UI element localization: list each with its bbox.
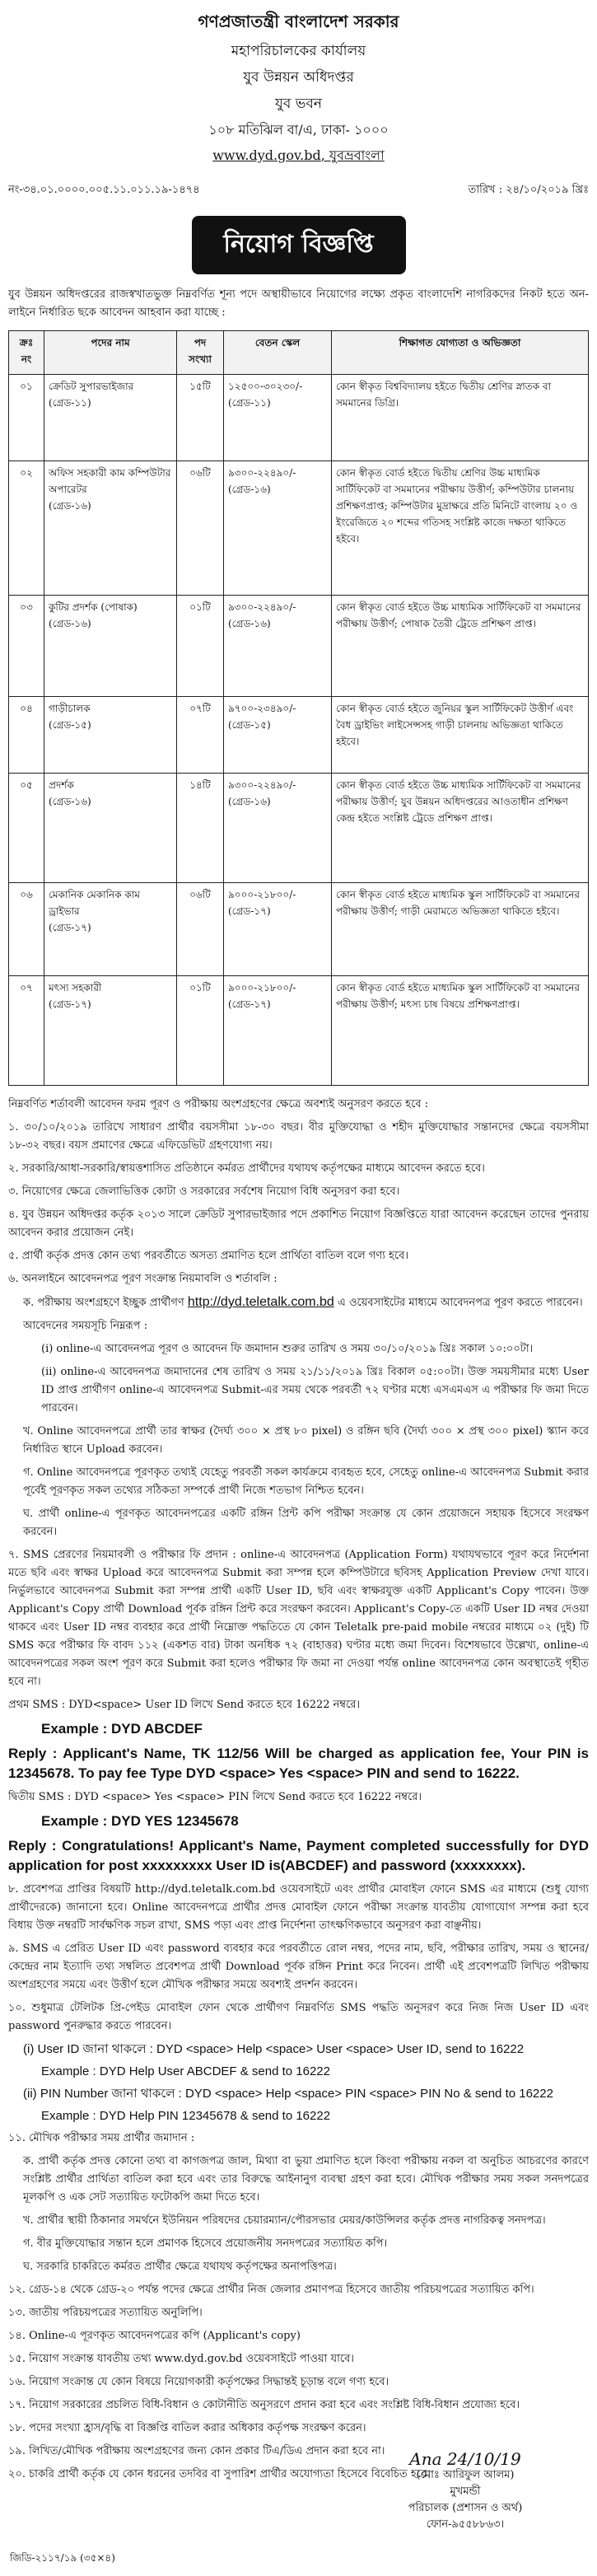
condition-17: ১৭. নিয়োগ সরকারের প্রচলিত বিধি-বিধান ও কোটানীতি অনুসরণে প্রদান করা হবে এবং সংশ্লিষ্ট বিধি-বিধান প্রযোজ্য হবে। xyxy=(8,2399,520,2411)
recover-pin: (ii) PIN Number জানা থাকলে : DYD <space> Help <space> PIN <space> PIN No & send to 16222 xyxy=(23,2087,553,2101)
serial: ০১ xyxy=(9,375,44,461)
condition-13: ১৩. জাতীয় পরিচয়পত্রের সত্যায়িত অনুলিপি। xyxy=(8,2307,203,2319)
condition-14: ১৪. Online-এ পূরণকৃত আবেদনপত্রের কপি (Applicant's copy) xyxy=(8,2330,301,2342)
footer-code: জিডি-২১১৭/১৯ (৩৫×৪) xyxy=(10,2552,115,2564)
signatory-phone: ফোন-৯৫৫৮৮৬৩। xyxy=(426,2518,505,2531)
sms-second: দ্বিতীয় SMS : DYD <space> Yes <space> PIN লিখে Send করতে হবে 16222 নম্বরে। xyxy=(8,1791,422,1803)
table-row xyxy=(9,774,589,883)
pay-grade: (গ্রেড-১৭) xyxy=(228,905,271,917)
pay-range: ৯৩০০-২২৪৯০/- xyxy=(228,779,296,791)
table-row xyxy=(9,375,589,461)
post-name xyxy=(44,375,177,461)
pay-scale xyxy=(224,596,332,697)
sms-first-example: Example : DYD ABCDEF xyxy=(41,1721,203,1737)
condition-2: ২. সরকারি/আধা-সরকারি/স্বায়ত্তশাসিত প্রতিষ্ঠানে কর্মরত প্রার্থীদের যথাযথ কর্তৃপক্ষের মাধ্যমে আবেদন করতে হবে। xyxy=(8,1162,485,1175)
pay-range: ১২৫০০-৩০২৩০/- xyxy=(228,381,303,392)
department-name: যুব উন্নয়ন অধিদপ্তর xyxy=(243,69,354,86)
condition-19: ১৯. লিখিত/মৌখিক পরীক্ষায় অংশগ্রহণের জন্য কোন প্রকার টিএ/ডিএ প্রদান করা হবে না। xyxy=(8,2445,385,2457)
post-name xyxy=(44,461,177,596)
post-grade: (গ্রেড-১৭) xyxy=(49,998,91,1010)
post-title: মেকানিক মেকানিক কাম ড্রাইভার xyxy=(49,889,140,917)
condition-6b-2: (ii) online-এ আবেদনপত্র জমাদানের শেষ তারিখ ও সময় ২১/১১/২০১৯ খ্রিঃ বিকাল ০৫:০০টা। উক্ত সময়সীমার মধ্যে User ID প্রাপ্ত প্রার্থীগণ online-এ আবেদনপত্র Submit-এর সময় থেকে পরবর্তী ৭২ ঘণ্টার মধ্যে এসএমএস এ পরীক্ষার ফি জমা দিতে পারবেন। xyxy=(41,1366,589,1414)
signatory-designation: পরিচালক (প্রশাসন ও অর্থ) xyxy=(408,2502,523,2514)
qualification: কোন স্বীকৃত বোর্ড হইতে মাধ্যমিক স্কুল সার্টিফিকেট বা সমমানের পরীক্ষায় উত্তীর্ণ; গাড়ী মেরামতে অভিজ্ঞতা থাকিতে হইবে। xyxy=(332,883,589,976)
reference-line xyxy=(8,182,589,199)
post-title: প্রদর্শক xyxy=(49,779,74,791)
condition-11d: ঘ. সরকারি চাকরিতে কর্মরত প্রার্থীর ক্ষেত্রে যথাযথ কর্তৃপক্ষের অনাপত্তিপত্র। xyxy=(23,2260,337,2273)
condition-6: ৬. অনলাইনে আবেদনপত্র পূরণ সংক্রান্ত নিয়মাবলি ও শর্তাবলি : xyxy=(8,1273,278,1285)
pay-range: ৯৩০০-২২৪৯০/- xyxy=(228,601,296,613)
pay-scale xyxy=(224,461,332,596)
pay-range: ৯০০০-২১৮০০/- xyxy=(228,889,296,900)
pay-scale xyxy=(224,976,332,1086)
pay-scale xyxy=(224,774,332,883)
pay-grade: (গ্রেড-১৫) xyxy=(228,719,271,731)
col-post-count: পদ সংখ্যা xyxy=(177,331,224,375)
recover-pin-example: Example : DYD Help PIN 12345678 & send to 16222 xyxy=(41,2109,331,2123)
table-row xyxy=(9,697,589,774)
post-grade: (গ্রেড-১৫) xyxy=(49,719,91,731)
serial: ০২ xyxy=(9,461,44,596)
pay-grade: (গ্রেড-১৭) xyxy=(228,998,271,1010)
condition-11a: ক. প্রার্থী কর্তৃক প্রদত্ত কোনো তথ্য বা কাগজপত্র জাল, মিথ্যা বা ভুয়া প্রমাণিত হলে কিংবা পরীক্ষায় নকল বা অনুচিত আচরণের কারণে সংশ্লিষ্ট প্রার্থীর প্রার্থিতা বাতিল করা হবে এবং তার বিরুদ্ধে আইনানুগ ব্যবস্থা গ্রহণ করা হবে। মৌখিক পরীক্ষার সময় সকল সনদপত্রের মূলকপি ও এক সেট সত্যায়িত ফটোকপি জমা দিতে হবে। xyxy=(23,2155,589,2204)
condition-6b: আবেদনের সময়সূচি নিম্নরূপ : xyxy=(23,1320,148,1332)
qualification: কোন স্বীকৃত বোর্ড হইতে উচ্চ মাধ্যমিক সার্টিফিকেট বা সমমানের পরীক্ষায় উত্তীর্ণ; যুব উন্নয়ন অধিদপ্তরের আওতাধীন প্রশিক্ষণ কেন্দ্র হইতে সংশ্লিষ্ট ট্রেডে প্রশিক্ষণ প্রাপ্ত। xyxy=(332,774,589,883)
signature-scribble: Ana 24/10/19 xyxy=(409,2449,521,2469)
post-title: কুটির প্রদর্শক (পোষাক) xyxy=(49,601,138,613)
condition-6a-text: ক. পরীক্ষায় অংশগ্রহণে ইচ্ছুক প্রার্থীগণ xyxy=(23,1297,184,1309)
post-count: ১৪টি xyxy=(177,774,224,883)
col-serial: ক্রঃ নং xyxy=(9,331,44,375)
post-count: ০৬টি xyxy=(177,883,224,976)
post-name xyxy=(44,976,177,1086)
condition-5: ৫. প্রার্থী কর্তৃক প্রদত্ত কোন তথ্য পরবর্তীতে অসত্য প্রমাণিত হলে প্রার্থিতা বাতিল বলে গণ্য হবে। xyxy=(8,1250,408,1262)
condition-6b-1: (i) online-এ আবেদনপত্র পূরণ ও আবেদন ফি জমাদান শুরুর তারিখ ও সময় ৩০/১০/২০১৯ খ্রিঃ সকাল ১০:০০টা। xyxy=(41,1343,534,1355)
condition-1: ১. ৩০/১০/২০১৯ তারিখে সাধারণ প্রার্থীর বয়সসীমা ১৮-৩০ বছর। বীর মুক্তিযোদ্ধা ও শহীদ মুক্তিযোদ্ধার সন্তানদের ক্ষেত্রে বয়সসীমা ১৮-৩২ বছর। বয়স প্রমাণের ক্ষেত্রে এফিডেভিট গ্রহণযোগ্য নয়। xyxy=(8,1121,589,1152)
pay-grade: (গ্রেড-১৬) xyxy=(228,484,271,495)
pay-grade: (গ্রেড-১৬) xyxy=(228,796,271,807)
post-name xyxy=(44,883,177,976)
pay-range: ৯৩০০-২২৪৯০/- xyxy=(228,467,296,479)
table-row xyxy=(9,596,589,697)
notice-title: নিয়োগ বিজ্ঞপ্তি xyxy=(192,216,406,274)
post-count: ১৫টি xyxy=(177,375,224,461)
post-title: ক্রেডিট সুপারভাইজার xyxy=(49,381,134,392)
recover-user-id-example: Example : DYD Help User ABCDEF & send to 16222 xyxy=(41,2064,330,2078)
post-title: গাড়ীচালক xyxy=(49,703,91,714)
recover-user-id: (i) User ID জানা থাকলে : DYD <space> Help <space> User <space> User ID, send to 16222 xyxy=(23,2042,525,2056)
post-count: ০১টি xyxy=(177,976,224,1086)
condition-8: ৮. প্রবেশপত্র প্রাপ্তির বিষয়টি http://dyd.teletalk.com.bd ওয়েবসাইটে এবং প্রার্থীর মোবাইল ফোনে SMS এর মাধ্যমে (শুধু যোগ্য প্রার্থীদেরকে) জানানো হবে। Online আবেদনপত্রে প্রার্থীর প্রদত্ত মোবাইল ফোনে পরীক্ষা সংক্রান্ত যাবতীয় যোগাযোগ সম্পন্ন করা হবে বিধায় উক্ত নম্বরটি সার্বক্ষণিক সচল রাখা, SMS পড়া এবং প্রাপ্ত নির্দেশনা তাৎক্ষণিকভাবে অনুসরণ করা বাঞ্ছনীয়। xyxy=(8,1883,589,1932)
post-name xyxy=(44,774,177,883)
post-name xyxy=(44,596,177,697)
intro-text: যুব উন্নয়ন অধিদপ্তরের রাজস্বখাতভুক্ত নিম্নবর্ণিত শূন্য পদে অস্থায়ীভাবে নিয়োগের লক্ষ্যে প্রকৃত বাংলাদেশি নাগরিকদের নিকট হতে অন-লাইনে নির্ধারিত ছকে আবেদন আহবান করা যাচ্ছে : xyxy=(8,288,589,319)
post-grade: (গ্রেড-১৬) xyxy=(49,500,91,512)
sms-first-reply: Reply : Applicant's Name, TK 112/56 Will be charged as application fee, Your PIN is 12345678. To pay fee Type DYD <space> Yes <space> PIN and send to 16222. xyxy=(8,1746,589,1781)
condition-10: ১০. শুধুমাত্র টেলিটক প্রি-পেইড মোবাইল ফোন থেকে প্রার্থীগণ নিম্নবর্ণিত SMS পদ্ধতি অনুসরণ করে নিজ নিজ User ID এবং password পুনরুদ্ধার করতে পারবেন। xyxy=(8,2002,589,2032)
website[interactable] xyxy=(8,145,589,167)
posts-table xyxy=(8,330,589,1086)
condition-16: ১৬. নিয়োগ সংক্রান্ত যে কোন বিষয়ে নিয়োগকারী কর্তৃপক্ষের সিদ্ধান্তই চূড়ান্ত বলে গণ্য হবে। xyxy=(8,2376,389,2388)
table-row xyxy=(9,883,589,976)
pay-range: ৯০০০-২১৮০০/- xyxy=(228,982,296,993)
post-count: ০১টি xyxy=(177,596,224,697)
serial: ০৪ xyxy=(9,697,44,774)
condition-6c: খ. Online আবেদনপত্রে প্রার্থী তার স্বাক্ষর (দৈর্ঘ্য ৩০০ × প্রস্থ ৮০ pixel) ও রঙ্গিন ছবি (দৈর্ঘ্য ৩০০ × প্রস্থ ৩০০ pixel) স্ক্যান করে নির্ধারিত স্থানে Upload করবেন। xyxy=(23,1425,589,1456)
pay-grade: (গ্রেড-১৬) xyxy=(228,618,271,629)
post-grade: (গ্রেড-১১) xyxy=(49,397,91,409)
pay-grade: (গ্রেড-১১) xyxy=(228,397,271,409)
table-header-row xyxy=(9,331,589,375)
memo-number: নং-৩৪.০১.০০০০.০০৫.১১.০১১.১৯-১৪৭৪ xyxy=(8,184,200,196)
office-name: মহাপরিচালকের কার্যালয় xyxy=(231,43,366,59)
sms-first: প্রথম SMS : DYD<space> User ID লিখে Send করতে হবে 16222 নম্বরে। xyxy=(8,1699,361,1711)
condition-7: ৭. SMS প্রেরণের নিয়মাবলী ও পরীক্ষার ফি প্রদান : online-এ আবেদনপত্র (Application Form) যথাযথভাবে পূরণ করে নির্দেশনা মতে ছবি এবং স্বাক্ষর Upload করে আবেদনপত্র Submit করা সম্পন্ন হলে কম্পিউটারে ছবিসহ Application Preview দেখা যাবে। নির্ভুলভাবে আবেদনপত্র Submit করা সম্পন্ন প্রার্থী একটি User ID, ছবি এবং স্বাক্ষরযুক্ত একটি Applicant's Copy পাবেন। উক্ত Applicant's Copy প্রার্থী Download পূর্বক রঙ্গিন প্রিন্ট করে সংরক্ষণ করবেন। Applicant's Copy-তে একটি User ID নম্বর দেওয়া থাকবে এবং User ID নম্বর ব্যবহার করে প্রার্থী নিম্নোক্ত পদ্ধতিতে যে কোন Teletalk pre-paid mobile নম্বরের মাধ্যমে ০২ (দুই) টি SMS করে পরীক্ষার ফি বাবদ ১১২ (একশত বার) টাকা অনধিক ৭২ (বাহাত্তর) ঘণ্টার মধ্যে জমা দিবেন। বিশেষভাবে উল্লেখ্য, online-এ আবেদনপত্রের সকল অংশ পূরণ করে Submit করা হলেও পরীক্ষার ফি জমা না দেওয়া পর্যন্ত online আবেদনপত্র কোন অবস্থাতেই গৃহীত হবে না। xyxy=(8,1549,589,1688)
teletalk-link[interactable]: http://dyd.teletalk.com.bd xyxy=(187,1295,334,1309)
conditions-intro: নিম্নবর্ণিত শর্তাবলী আবেদন ফরম পূরণ ও পরীক্ষায় অংশগ্রহণের ক্ষেত্রে অবশ্যই অনুসরণ করতে হবে : xyxy=(8,1098,429,1110)
post-grade: (গ্রেড-১৬) xyxy=(49,796,91,807)
memo-date: তারিখ : ২৪/১০/২০১৯ খ্রিঃ xyxy=(468,184,589,196)
condition-11: ১১. মৌখিক পরীক্ষার সময় প্রার্থীর জমাদান : xyxy=(8,2132,195,2144)
serial: ০৬ xyxy=(9,883,44,976)
qualification: কোন স্বীকৃত বিশ্ববিদ্যালয় হইতে দ্বিতীয় শ্রেণির স্নাতক বা সমমানের ডিগ্রি। xyxy=(332,375,589,461)
gov-name: গণপ্রজাতন্ত্রী বাংলাদেশ সরকার xyxy=(198,12,399,31)
condition-6d: গ. Online আবেদনপত্রে পূরণকৃত তথ্যই যেহেতু পরবর্তী সকল কার্যক্রমে ব্যবহৃত হবে, সেহেতু online-এ আবেদনপত্র Submit করার পূর্বেই পূরণকৃত সকল তথ্যের সঠিকতা সম্পর্কে প্রার্থী নিজে শতভাগ নিশ্চিত হবেন। xyxy=(23,1466,589,1497)
pay-scale xyxy=(224,697,332,774)
table-row xyxy=(9,461,589,596)
condition-15: ১৫. নিয়োগ সংক্রান্ত যাবতীয় তথ্য www.dyd.gov.bd ওয়েবসাইটে পাওয়া যাবে। xyxy=(8,2353,354,2365)
serial: ০৫ xyxy=(9,774,44,883)
condition-6a xyxy=(8,1293,589,1312)
condition-12: ১২. গ্রেড-১৪ থেকে গ্রেড-২০ পর্যন্ত পদের ক্ষেত্রে প্রার্থীর নিজ জেলার প্রমাণপত্র হিসেবে জাতীয় পরিচয়পত্রের সত্যায়িত কপি। xyxy=(8,2284,534,2296)
condition-20: ২০. চাকরি প্রার্থী কর্তৃক যে কোন ধরনের তদবির বা সুপারিশ প্রার্থীর অযোগ্যতা হিসেবে বিবেচিত হবে। xyxy=(8,2468,431,2480)
website-link[interactable]: www.dyd.gov.bd xyxy=(212,147,321,163)
recruitment-notice xyxy=(8,0,589,2531)
col-post-name: পদের নাম xyxy=(44,331,177,375)
condition-11c: গ. বীর মুক্তিযোদ্ধার সন্তান হলে প্রমাণক হিসেবে প্রয়োজনীয় সনদপত্রের সত্যায়িত কপি। xyxy=(23,2237,388,2250)
signature-block xyxy=(358,2451,572,2533)
condition-18: ১৮. পদের সংখ্যা হ্রাস/বৃদ্ধি বা বিজ্ঞপ্তি বাতিল করার অধিকার কর্তৃপক্ষ সংরক্ষণ করেন। xyxy=(8,2422,366,2434)
qualification: কোন স্বীকৃত বোর্ড হইতে জুনিয়র স্কুল সার্টিফিকেট উত্তীর্ণ এবং বৈধ ড্রাইভিং লাইসেন্সসহ গাড়ী চালনায় অভিজ্ঞতা থাকিতে হইবে। xyxy=(332,697,589,774)
serial: ০৩ xyxy=(9,596,44,697)
conditions xyxy=(8,1096,589,2484)
pay-scale xyxy=(224,375,332,461)
post-title: অফিস সহকারী কাম কম্পিউটার অপারেটর xyxy=(49,467,171,495)
address: ১০৮ মতিঝিল বা/এ, ঢাকা- ১০০০ xyxy=(208,122,389,138)
signatory-title: মুখমন্ডী xyxy=(450,2485,481,2498)
condition-6e: ঘ. প্রার্থী online-এ পূরণকৃত আবেদনপত্রের একটি রঙ্গিন প্রিন্ট কপি পরীক্ষা সংক্রান্ত যে কোন প্রয়োজনে সহায়ক হিসেবে সংরক্ষণ করবেন। xyxy=(23,1508,589,1538)
qualification: কোন স্বীকৃত বোর্ড হইতে উচ্চ মাধ্যমিক সার্টিফিকেট বা সমমানের পরীক্ষায় উত্তীর্ণ; পোষাক তৈরী ট্রেডে প্রশিক্ষণ প্রাপ্ত। xyxy=(332,596,589,697)
table-row xyxy=(9,976,589,1086)
col-qualification: শিক্ষাগত যোগ্যতা ও অভিজ্ঞতা xyxy=(332,331,589,375)
post-grade: (গ্রেড-১৭) xyxy=(49,922,91,933)
signatory-name: (মোঃ আরিফুল আলম) xyxy=(416,2469,515,2481)
condition-11b: খ. প্রার্থীর স্থায়ী ঠিকানার সমর্থনে ইউনিয়ন পরিষদের চেয়ারম্যান/পৌরসভার মেয়র/কাউন্সিলর কর্তৃক প্রদত্ত নাগরিকত্ব সনদপত্র। xyxy=(23,2214,546,2227)
condition-4: ৪. যুব উন্নয়ন অধিদপ্তর কর্তৃক ২০১৩ সালে ক্রেডিট সুপারভাইজার পদে প্রকাশিত নিয়োগ বিজ্ঞপ্তিতে যারা আবেদন করেছেন তাদের পুনরায় আবেদন করার প্রয়োজন নেই। xyxy=(8,1209,589,1239)
pay-scale xyxy=(224,883,332,976)
pay-range: ৯৭০০-২৩৪৯০/- xyxy=(228,703,296,714)
serial: ০৭ xyxy=(9,976,44,1086)
post-count: ০৭টি xyxy=(177,697,224,774)
post-grade: (গ্রেড-১৬) xyxy=(49,618,91,629)
website-suffix: , যুবভ্রবাংলা xyxy=(320,147,385,163)
post-count: ০৬টি xyxy=(177,461,224,596)
col-pay-scale: বেতন স্কেল xyxy=(224,331,332,375)
sms-second-example: Example : DYD YES 12345678 xyxy=(41,1813,239,1829)
qualification: কোন স্বীকৃত বোর্ড হইতে মাধ্যমিক স্কুল সার্টিফিকেট বা সমমানের পরীক্ষায় উত্তীর্ণ; মৎস্য চাষ বিষয়ে প্রশিক্ষণপ্রাপ্ত। xyxy=(332,976,589,1086)
condition-6a-tail: এ ওয়েবসাইটের মাধ্যমে আবেদনপত্র পূরণ করতে পারবেন। xyxy=(337,1297,583,1309)
post-name xyxy=(44,697,177,774)
building-name: যুব ভবন xyxy=(275,96,322,112)
condition-3: ৩. নিয়োগের ক্ষেত্রে জেলাভিত্তিক কোটা ও সরকারের সর্বশেষ নিয়োগ বিধি অনুসরণ করা হবে। xyxy=(8,1185,400,1198)
sms-second-reply: Reply : Congratulations! Applicant's Name, Payment completed successfully for DYD application for post xxxxxxxxx User ID is(ABCDEF) and password (xxxxxxxx). xyxy=(8,1838,589,1873)
post-title: মৎস্য সহকারী xyxy=(49,982,102,993)
letterhead xyxy=(8,10,589,167)
condition-9: ৯. SMS এ প্রেরিত User ID এবং password ব্যবহার করে পরবর্তীতে রোল নম্বর, পদের নাম, ছবি, পরীক্ষার তারিখ, সময় ও স্থানের/কেন্দ্রের নাম ইত্যাদি তথ্য সম্বলিত প্রবেশপত্র প্রার্থী Download পূর্বক রঙ্গিন Print করে নিবেন। প্রার্থী এই প্রবেশপত্রটি লিখিত পরীক্ষায় অংশগ্রহণের সময়ে এবং উত্তীর্ণ হলে মৌখিক পরীক্ষার সময়ে অবশ্যই প্রদর্শন করবেন। xyxy=(8,1943,589,1991)
qualification: কোন স্বীকৃত বোর্ড হইতে দ্বিতীয় শ্রেণির উচ্চ মাধ্যমিক সার্টিফিকেট বা সমমানের পরীক্ষায় উত্তীর্ণ; কম্পিউটার চালনায় প্রশিক্ষণপ্রাপ্ত; কম্পিউটার মুদ্রাক্ষরে প্রতি মিনিটে বাংলায় ২০ ও ইংরেজিতে ২০ শব্দের গতিসহ সংশ্লিষ্ট কাজে দক্ষতা থাকিতে হইবে। xyxy=(332,461,589,596)
